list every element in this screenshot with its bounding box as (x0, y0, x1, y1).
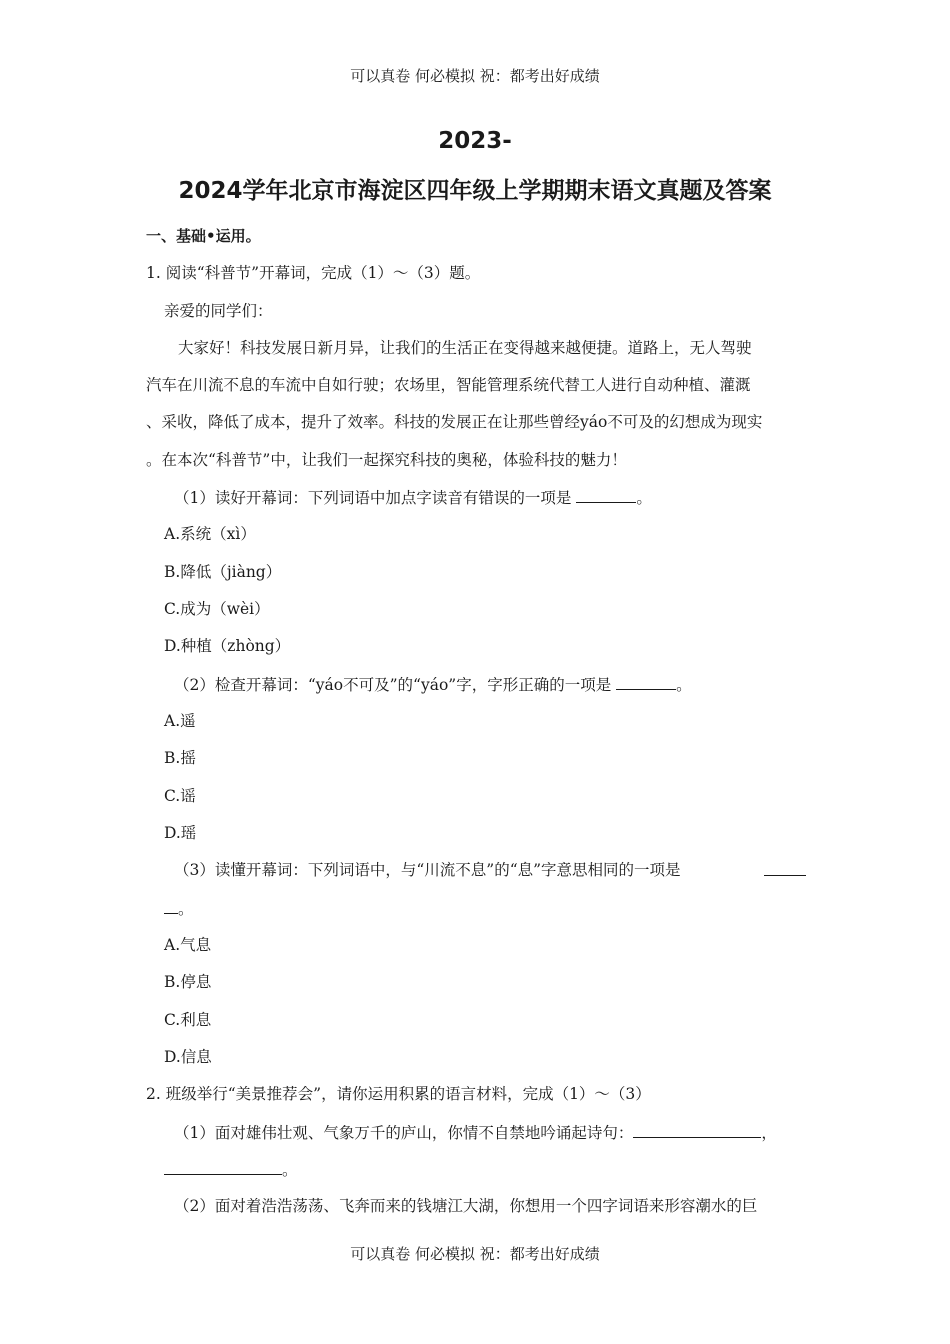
sub-question-2-1-continued (164, 1158, 298, 1181)
sub-question-prompt: （3）读懂开幕词：下列词语中，与“川流不息”的“息”字意思相同的一项是 (174, 861, 681, 879)
sub-question-1-2 (174, 673, 692, 696)
option: D.种植（zhòng） (164, 637, 291, 655)
sub-question-prompt: （2）检查开幕词：“yáo不可及”的“yáo”字，字形正确的一项是 (174, 676, 612, 694)
option: B.摇 (164, 749, 196, 767)
option: B.停息 (164, 973, 212, 991)
sub-question-1-1 (174, 486, 652, 509)
paragraph-line: 。在本次“科普节”中，让我们一起探究科技的奥秘，体验科技的魅力！ (146, 451, 627, 469)
sub-question-end: 。 (178, 900, 194, 918)
sub-question-end: 。 (636, 489, 652, 507)
sub-question-1-3 (174, 859, 681, 881)
sub-question-comma: ， (761, 1124, 777, 1142)
option: B.降低（jiàng） (164, 563, 282, 581)
question-2-stem: 2. 班级举行“美景推荐会”，请你运用积累的语言材料，完成（1）～（3） (146, 1085, 651, 1103)
option: D.瑶 (164, 824, 197, 842)
option: C.成为（wèi） (164, 600, 270, 618)
answer-blank[interactable] (164, 897, 178, 914)
answer-blank[interactable] (164, 1158, 282, 1175)
answer-blank[interactable] (633, 1121, 761, 1138)
answer-blank[interactable] (616, 673, 676, 690)
page-footer: 可以真卷 何必模拟 祝：都考出好成绩 (350, 1245, 600, 1263)
option: A.气息 (164, 936, 212, 954)
sub-question-prompt: （1）面对雄伟壮观、气象万千的庐山，你情不自禁地吟诵起诗句： (174, 1124, 634, 1142)
option: C.谣 (164, 787, 196, 805)
option: C.利息 (164, 1011, 212, 1029)
option: D.信息 (164, 1048, 212, 1066)
paragraph-line: 汽车在川流不息的车流中自如行驶；农场里，智能管理系统代替工人进行自动种植、灌溉 (146, 376, 751, 394)
document-title-line-2: 2024学年北京市海淀区四年级上学期期末语文真题及答案 (178, 178, 772, 204)
sub-question-1-3-continued (164, 897, 194, 920)
paragraph-line: 、采收，降低了成本，提升了效率。科技的发展正在让那些曾经yáo不可及的幻想成为现实 (146, 413, 763, 431)
sub-question-end: 。 (676, 676, 692, 694)
option: A.遥 (164, 712, 196, 730)
section-heading: 一、基础•运用。 (146, 227, 261, 245)
greeting: 亲爱的同学们： (164, 302, 273, 320)
answer-blank[interactable] (576, 486, 636, 503)
sub-question-end: 。 (282, 1161, 298, 1179)
sub-question-2-2: （2）面对着浩浩荡荡、飞奔而来的钱塘江大湖，你想用一个四字词语来形容潮水的巨 (174, 1197, 758, 1215)
sub-question-prompt: （1）读好开幕词：下列词语中加点字读音有错误的一项是 (174, 489, 572, 507)
paragraph-line: 大家好！科技发展日新月异，让我们的生活正在变得越来越便捷。道路上，无人驾驶 (178, 339, 752, 357)
sub-question-2-1 (174, 1121, 777, 1144)
answer-blank[interactable] (764, 859, 806, 876)
answer-blank-part-1[interactable] (764, 859, 806, 882)
question-1-stem: 1. 阅读“科普节”开幕词，完成（1）～（3）题。 (146, 264, 481, 282)
document-title-line-1: 2023- (438, 128, 512, 154)
page-header: 可以真卷 何必模拟 祝：都考出好成绩 (350, 67, 600, 85)
option: A.系统（xì） (164, 525, 256, 543)
